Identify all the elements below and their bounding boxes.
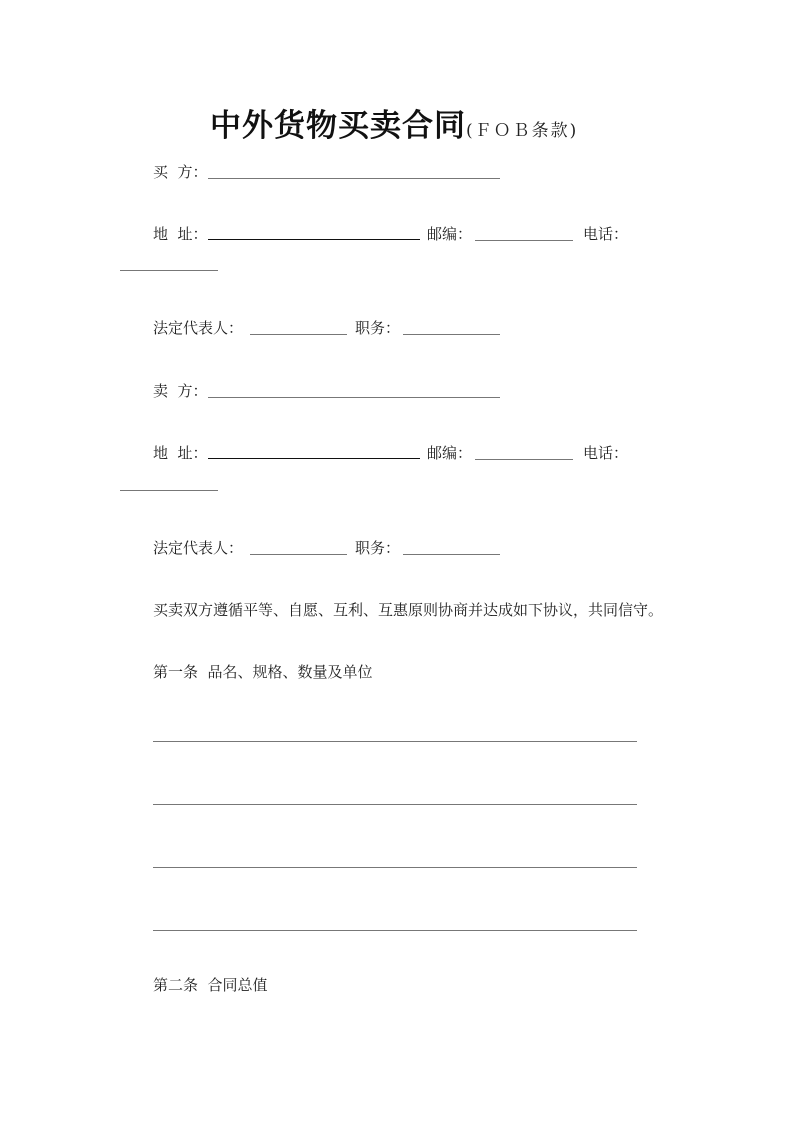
seller-label: 卖 方： [153,382,208,400]
buyer-label: 买 方： [153,163,208,181]
buyer-phone-field[interactable] [120,270,218,271]
article-1-blank-line[interactable] [153,804,637,805]
seller-address-field[interactable] [208,458,420,459]
article-1-blank-line[interactable] [153,930,637,931]
seller-address-label: 地 址： [153,444,208,462]
seller-legal-rep-field[interactable] [250,554,347,555]
article-1-heading: 第一条 品名、规格、数量及单位 [153,663,373,681]
buyer-address-field[interactable] [208,239,420,240]
buyer-legal-rep-label: 法定代表人： [153,319,244,337]
article-2-heading: 第二条 合同总值 [153,976,268,994]
seller-legal-rep-label: 法定代表人： [153,539,244,557]
buyer-name-field[interactable] [208,178,500,179]
seller-name-field[interactable] [208,397,500,398]
title-main: 中外货物买卖合同 [210,108,466,144]
seller-postcode-label: 邮编： [427,444,473,462]
seller-position-label: 职务： [355,539,401,557]
seller-phone-label: 电话： [583,444,629,462]
buyer-postcode-field[interactable] [475,240,573,241]
buyer-legal-rep-field[interactable] [250,334,347,335]
article-1-blank-line[interactable] [153,867,637,868]
seller-postcode-field[interactable] [475,459,573,460]
title-subtitle: (ＦＯＢ条款) [466,121,579,141]
buyer-position-field[interactable] [403,334,500,335]
buyer-position-label: 职务： [355,319,401,337]
article-1-blank-line[interactable] [153,741,637,742]
seller-phone-field[interactable] [120,490,218,491]
document-title [210,100,578,145]
buyer-phone-label: 电话： [583,225,629,243]
agreement-statement: 买卖双方遵循平等、自愿、互利、互惠原则协商并达成如下协议，共同信守。 [153,601,664,619]
buyer-address-label: 地 址： [153,225,208,243]
buyer-postcode-label: 邮编： [427,225,473,243]
seller-position-field[interactable] [403,554,500,555]
